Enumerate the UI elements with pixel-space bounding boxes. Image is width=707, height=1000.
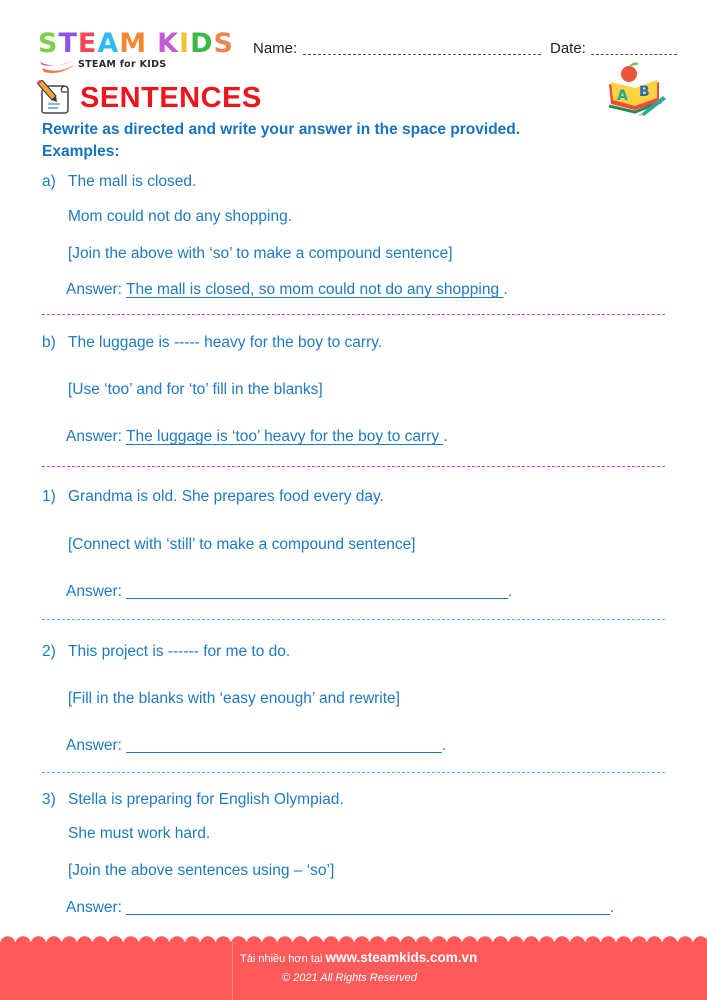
logo-tagline: STEAM for KIDS bbox=[78, 59, 167, 70]
section-divider bbox=[42, 619, 665, 620]
abc-book-icon bbox=[605, 60, 667, 116]
answer-label: Answer: bbox=[66, 281, 122, 298]
question-2-line-1 bbox=[42, 643, 290, 661]
answer-label: Answer: bbox=[66, 428, 122, 445]
answer-blank[interactable] bbox=[126, 900, 610, 915]
name-label: Name: bbox=[253, 40, 298, 57]
section-divider bbox=[42, 314, 665, 315]
answer-period: . bbox=[508, 583, 513, 600]
answer-period: . bbox=[443, 428, 448, 445]
answer-text: The luggage is ‘too’ heavy for the boy to carry bbox=[126, 428, 444, 445]
item-marker: 3) bbox=[42, 791, 56, 808]
example-a-line-1 bbox=[42, 173, 196, 191]
example-a-line-2: Mom could not do any shopping. bbox=[68, 208, 293, 225]
example-b-answer bbox=[66, 428, 448, 446]
name-input-line[interactable] bbox=[303, 53, 541, 55]
question-2-instruction: [Fill in the blanks with ‘easy enough’ and rewrite] bbox=[68, 690, 400, 707]
date-field[interactable] bbox=[550, 40, 677, 57]
question-3-line-2: She must work hard. bbox=[68, 825, 211, 842]
answer-period: . bbox=[610, 899, 615, 916]
example-a-answer bbox=[66, 281, 508, 299]
question-sentence: Grandma is old. She prepares food every day. bbox=[68, 488, 384, 505]
item-marker: 1) bbox=[42, 488, 56, 505]
question-2-answer bbox=[66, 737, 446, 755]
question-sentence: Stella is preparing for English Olympiad. bbox=[68, 791, 344, 808]
example-b-instruction: [Use ‘too’ and for ‘to’ fill in the blanks] bbox=[68, 381, 323, 398]
svg-text:B: B bbox=[639, 84, 650, 100]
answer-label: Answer: bbox=[66, 899, 122, 916]
footer-separator bbox=[232, 942, 233, 1000]
example-a-instruction: [Join the above with ‘so’ to make a compound sentence] bbox=[68, 245, 453, 262]
logo-letter: E bbox=[77, 28, 98, 59]
answer-label: Answer: bbox=[66, 583, 122, 600]
footer-copyright: © 2021 All Rights Reserved bbox=[282, 972, 417, 984]
item-marker: b) bbox=[42, 334, 56, 351]
question-3-line-1 bbox=[42, 791, 344, 809]
answer-period: . bbox=[442, 737, 447, 754]
question-3-answer bbox=[66, 899, 614, 917]
answer-label: Answer: bbox=[66, 737, 122, 754]
instruction-text: Rewrite as directed and write your answer in the space provided. bbox=[42, 121, 521, 138]
name-field[interactable] bbox=[253, 40, 541, 57]
question-3-instruction: [Join the above sentences using – ‘so’] bbox=[68, 862, 335, 879]
section-divider bbox=[42, 466, 665, 467]
footer-site-link[interactable]: www.steamkids.com.vn bbox=[325, 950, 478, 965]
logo-letter: M bbox=[119, 28, 148, 59]
question-sentence: This project is ------ for me to do. bbox=[68, 643, 291, 660]
example-b-line-1 bbox=[42, 334, 382, 352]
question-1-instruction: [Connect with ‘still’ to make a compound sentence] bbox=[68, 536, 416, 553]
section-divider bbox=[42, 772, 665, 773]
worksheet-pencil-icon bbox=[36, 80, 72, 116]
footer-prefix: Tải nhiều hơn tại bbox=[240, 953, 323, 965]
answer-blank[interactable] bbox=[126, 584, 508, 599]
logo-wordmark bbox=[38, 30, 234, 58]
date-input-line[interactable] bbox=[591, 53, 677, 55]
examples-heading: Examples: bbox=[42, 143, 120, 160]
answer-blank[interactable] bbox=[126, 738, 442, 753]
logo-letter: I bbox=[179, 28, 191, 59]
logo-letter: S bbox=[213, 28, 234, 59]
logo-letter: K bbox=[157, 28, 180, 59]
steam-kids-logo bbox=[38, 30, 238, 75]
item-marker: a) bbox=[42, 173, 56, 190]
footer-site-line bbox=[240, 950, 477, 965]
page-title: SENTENCES bbox=[80, 82, 262, 114]
svg-text:A: A bbox=[617, 88, 628, 104]
example-sentence: The mall is closed. bbox=[68, 173, 197, 190]
logo-swoosh-icon bbox=[38, 58, 78, 76]
logo-letter: A bbox=[97, 28, 120, 59]
answer-text: The mall is closed, so mom could not do any shopping bbox=[126, 281, 504, 298]
date-label: Date: bbox=[550, 40, 586, 57]
item-marker: 2) bbox=[42, 643, 56, 660]
logo-letter: D bbox=[190, 28, 214, 59]
logo-letter: S bbox=[38, 28, 59, 59]
question-1-answer bbox=[66, 583, 512, 601]
logo-letter: T bbox=[58, 28, 78, 59]
question-1-line-1 bbox=[42, 488, 384, 506]
example-sentence: The luggage is ----- heavy for the boy to carry. bbox=[68, 334, 383, 351]
answer-period: . bbox=[503, 281, 508, 298]
